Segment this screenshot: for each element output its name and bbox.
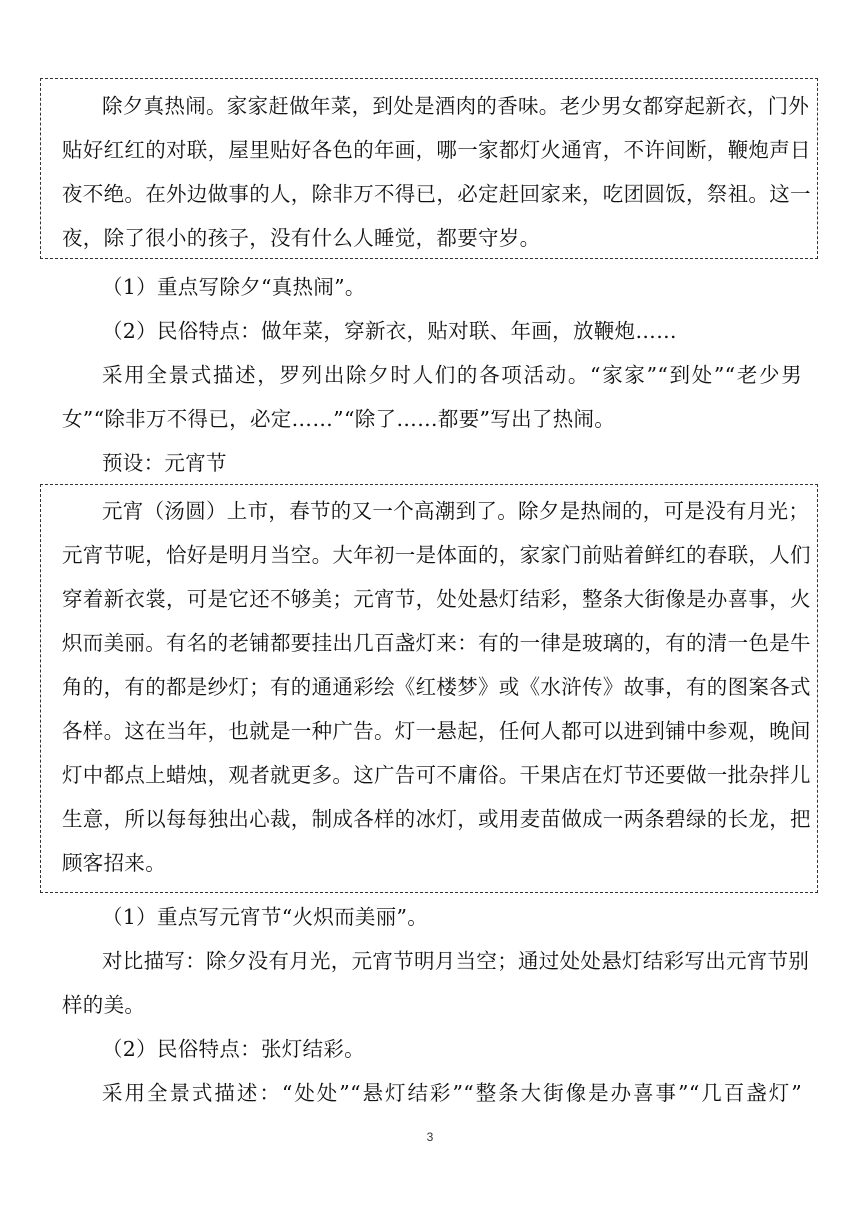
passage2-line-1: 元宵（汤圆）上市，春节的又一个高潮到了。除夕是热闹的，可是没有月光； bbox=[102, 499, 810, 523]
analysis1-desc-line-1: 采用全景式描述，罗列出除夕时人们的各项活动。“家家”“到处”“老少男 bbox=[102, 363, 802, 387]
page-number: 3 bbox=[426, 1130, 434, 1144]
passage2-line-4: 炽而美丽。有名的老铺都要挂出几百盏灯来：有的一律是玻璃的，有的清一色是牛 bbox=[62, 631, 811, 655]
passage2-line-3: 穿着新衣裳，可是它还不够美；元宵节，处处悬灯结彩，整条大街像是办喜事，火 bbox=[62, 587, 811, 611]
analysis2-contrast-line-2: 样的美。 bbox=[62, 993, 146, 1017]
passage2-line-9: 顾客招来。 bbox=[62, 851, 166, 875]
passage1-line-1: 除夕真热闹。家家赶做年菜，到处是酒肉的香味。老少男女都穿起新衣，门外 bbox=[102, 94, 810, 118]
analysis1-desc-line-2: 女”“除非万不得已，必定……”“除了……都要”写出了热闹。 bbox=[62, 407, 616, 431]
passage1-line-2: 贴好红红的对联，屋里贴好各色的年画，哪一家都灯火通宵，不许间断，鞭炮声日 bbox=[62, 138, 811, 162]
analysis1-point2: （2）民俗特点：做年菜，穿新衣，贴对联、年画，放鞭炮…… bbox=[102, 319, 677, 343]
passage1-line-3: 夜不绝。在外边做事的人，除非万不得已，必定赶回家来，吃团圆饭，祭祖。这一 bbox=[62, 182, 811, 206]
passage2-line-5: 角的，有的都是纱灯；有的通通彩绘《红楼梦》或《水浒传》故事，有的图案各式 bbox=[62, 675, 811, 699]
passage2-line-8: 生意，所以每每独出心裁，制成各样的冰灯，或用麦苗做成一两条碧绿的长龙，把 bbox=[62, 807, 811, 831]
analysis1-point1: （1）重点写除夕“真热闹”。 bbox=[102, 275, 366, 299]
passage1-line-4: 夜，除了很小的孩子，没有什么人睡觉，都要守岁。 bbox=[62, 226, 541, 250]
preset-label: 预设：元宵节 bbox=[102, 451, 227, 475]
analysis2-desc-line: 采用全景式描述：“处处”“悬灯结彩”“整条大街像是办喜事”“几百盏灯” bbox=[102, 1081, 802, 1105]
analysis2-point1: （1）重点写元宵节“火炽而美丽”。 bbox=[102, 905, 429, 929]
passage2-line-2: 元宵节呢，恰好是明月当空。大年初一是体面的，家家门前贴着鲜红的春联，人们 bbox=[62, 543, 811, 567]
passage2-line-7: 灯中都点上蜡烛，观者就更多。这广告可不庸俗。干果店在灯节还要做一批杂拌儿 bbox=[62, 763, 811, 787]
analysis2-contrast-line-1: 对比描写：除夕没有月光，元宵节明月当空；通过处处悬灯结彩写出元宵节别 bbox=[102, 949, 810, 973]
passage2-line-6: 各样。这在当年，也就是一种广告。灯一悬起，任何人都可以进到铺中参观，晚间 bbox=[62, 719, 811, 743]
analysis2-point2: （2）民俗特点：张灯结彩。 bbox=[102, 1037, 365, 1061]
